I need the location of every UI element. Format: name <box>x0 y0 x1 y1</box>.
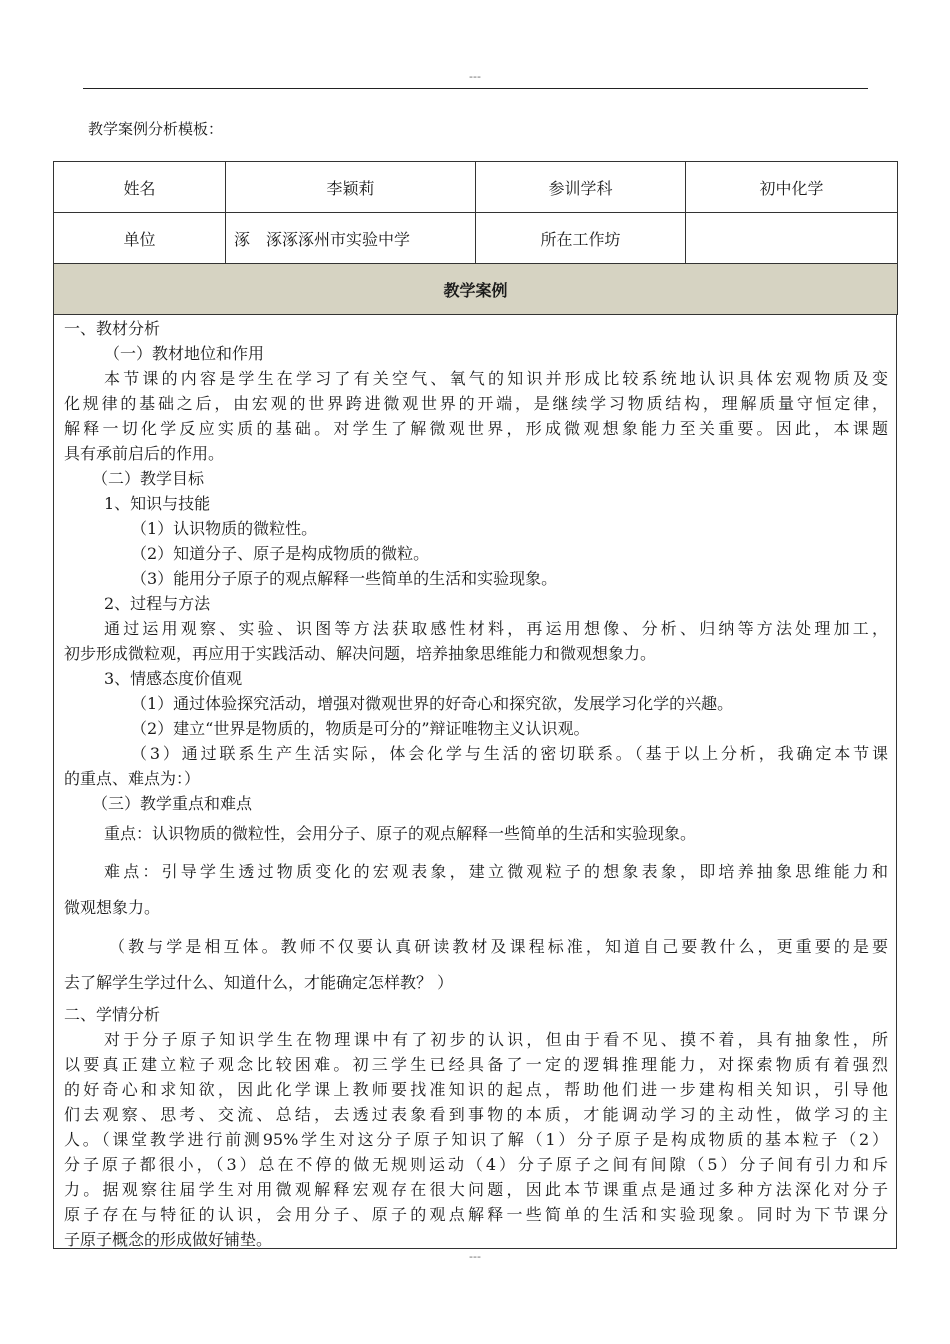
info-row-unit <box>54 213 898 264</box>
workshop-value <box>686 213 898 264</box>
paragraph-line: 具有承前启后的作用。 <box>64 444 225 463</box>
list-item: （2）建立“世界是物质的，物质是可分的”辩证唯物主义认识观。 <box>131 719 590 738</box>
list-item: （1）认识物质的微粒性。 <box>131 519 318 538</box>
section-header-row <box>54 264 898 315</box>
list-item: （2）知道分子、原子是构成物质的微粒。 <box>131 544 430 563</box>
objective-heading: 2、过程与方法 <box>104 594 211 613</box>
info-table <box>53 161 898 315</box>
paragraph-line: 初步形成微粒观，再应用于实践活动、解决问题，培养抽象思维能力和微观想象力。 <box>64 644 657 663</box>
note-line: 去了解学生学过什么、知道什么，才能确定怎样教？ ） <box>64 973 454 992</box>
heading-material-analysis: 一、教材分析 <box>64 319 161 338</box>
unit-value: 涿 涿涿涿州市实验中学 <box>226 213 476 264</box>
paragraph-line: 的重点、难点为：） <box>64 769 201 788</box>
footer-mark: --- <box>469 1250 481 1263</box>
name-value: 李颖莉 <box>226 162 476 213</box>
paragraph-line: 力。据观察往届学生对用微观解释宏观存在很大问题，因此本节课重点是通过多种方法深化对分子 <box>64 1180 888 1199</box>
info-row-name <box>54 162 898 213</box>
paragraph-line: 的好奇心和求知欲，因此化学课上教师要找准知识的起点，帮助他们进一步建构相关知识，引导他 <box>64 1080 888 1099</box>
subheading-objectives: （二）教学目标 <box>92 469 205 488</box>
workshop-label: 所在工作坊 <box>476 213 686 264</box>
case-content <box>53 314 897 1249</box>
header-rule <box>83 88 868 89</box>
paragraph-line: 通过运用观察、实验、识图等方法获取感性材料，再运用想像、分析、归纳等方法处理加工， <box>104 619 888 638</box>
subject-value: 初中化学 <box>686 162 898 213</box>
intro-text: 教学案例分析模板： <box>88 120 224 138</box>
list-item: （3）通过联系生产生活实际，体会化学与生活的密切联系。（基于以上分析，我确定本节课 <box>131 744 888 763</box>
subject-label: 参训学科 <box>476 162 686 213</box>
difficult-point-line: 难点：引导学生透过物质变化的宏观表象，建立微观粒子的想象表象，即培养抽象思维能力和 <box>104 862 888 881</box>
paragraph-line: 分子原子都很小，（3）总在不停的做无规则运动（4）分子原子之间有间隙（5）分子间有引力和斥 <box>64 1155 888 1174</box>
paragraph-line: 微观想象力。 <box>64 898 161 917</box>
paragraph-line: 解释一切化学反应实质的基础。对学生了解微观世界，形成微观想象能力至关重要。因此，本课题 <box>64 419 888 438</box>
paragraph-line: 子原子概念的形成做好铺垫。 <box>64 1230 273 1249</box>
unit-label: 单位 <box>54 213 226 264</box>
paragraph-line: 以要真正建立粒子观念比较困难。初三学生已经具备了一定的逻辑推理能力，对探索物质有着强烈 <box>64 1055 888 1074</box>
list-item: （1）通过体验探究活动，增强对微观世界的好奇心和探究欲，发展学习化学的兴趣。 <box>131 694 734 713</box>
list-item: （3）能用分子原子的观点解释一些简单的生活和实验现象。 <box>131 569 558 588</box>
objective-heading: 3、情感态度价值观 <box>104 669 243 688</box>
heading-student-analysis: 二、学情分析 <box>64 1005 161 1024</box>
paragraph-line: 对于分子原子知识学生在物理课中有了初步的认识，但由于看不见、摸不着，具有抽象性，所 <box>104 1030 888 1049</box>
paragraph-line: 人。（课堂教学进行前测95%学生对这分子原子知识了解（1）分子原子是构成物质的基本粒子（2） <box>64 1130 888 1149</box>
paragraph-line: 原子存在与特征的认识，会用分子、原子的观点解释一些简单的生活和实验现象。同时为下节课分 <box>64 1205 888 1224</box>
header-mark: --- <box>469 70 481 83</box>
paragraph-line: 化规律的基础之后，由宏观的世界跨进微观世界的开端，是继续学习物质结构，理解质量守恒定律， <box>64 394 888 413</box>
paragraph-line: 本节课的内容是学生在学习了有关空气、氧气的知识并形成比较系统地认识具体宏观物质及变 <box>104 369 888 388</box>
paragraph-line: 们去观察、思考、交流、总结，去透过表象看到事物的本质，才能调动学习的主动性，做学习的主 <box>64 1105 888 1124</box>
section-header: 教学案例 <box>54 264 898 315</box>
objective-heading: 1、知识与技能 <box>104 494 211 513</box>
key-point-line: 重点：认识物质的微粒性，会用分子、原子的观点解释一些简单的生活和实验现象。 <box>104 824 697 843</box>
subheading-position: （一）教材地位和作用 <box>104 344 265 363</box>
name-label: 姓名 <box>54 162 226 213</box>
subheading-key-points: （三）教学重点和难点 <box>92 794 253 813</box>
note-line: （教与学是相互体。教师不仅要认真研读教材及课程标准，知道自己要教什么，更重要的是要 <box>109 937 888 956</box>
